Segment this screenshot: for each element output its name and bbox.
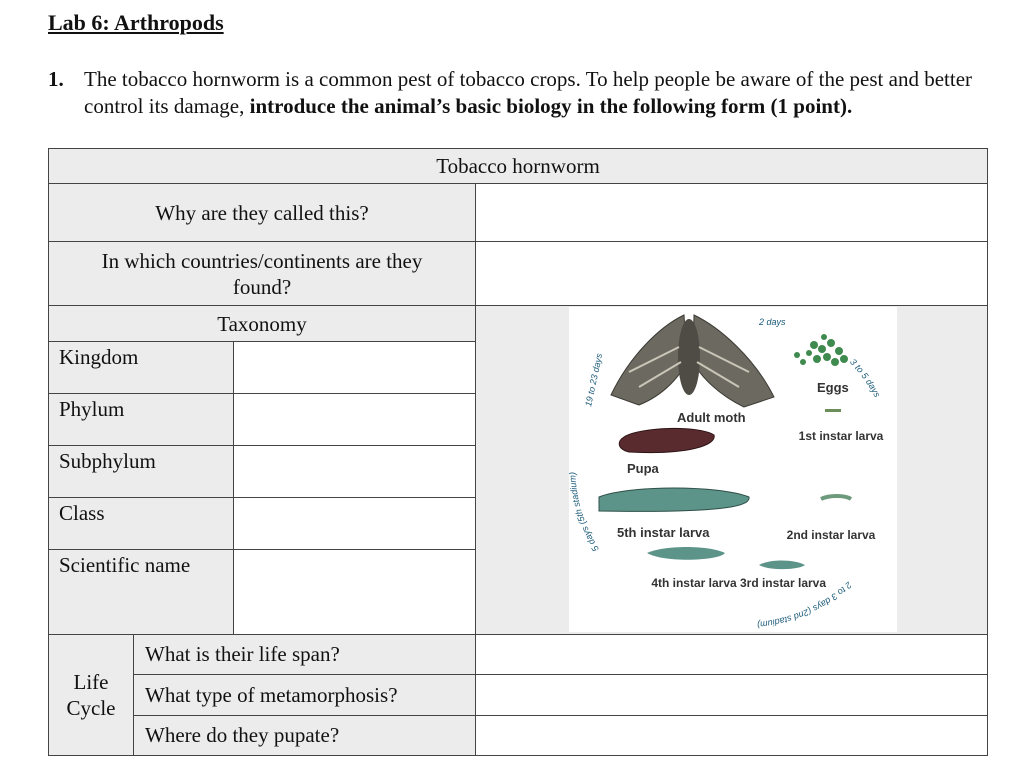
fifth-instar-illustration xyxy=(599,488,749,511)
question-text xyxy=(84,66,1008,120)
life-cycle-label: Life Cycle xyxy=(48,634,134,756)
third-instar-illustration xyxy=(759,561,805,570)
life-span-question: What is their life span? xyxy=(133,634,476,675)
taxonomy-row-label: Class xyxy=(48,497,234,550)
pupate-field[interactable] xyxy=(475,715,988,756)
stage-third-instar: 3rd instar larva xyxy=(739,576,827,590)
stage-second-instar: 2nd instar larva xyxy=(786,528,876,542)
second-instar-illustration xyxy=(821,496,851,499)
duration-left-arc: 5 days (5th stadiu xyxy=(569,482,601,554)
duration-pupa: 19 to 23 days xyxy=(583,352,605,408)
first-instar-illustration xyxy=(825,409,841,412)
class-field[interactable] xyxy=(233,497,476,550)
taxonomy-row-label: Subphylum xyxy=(48,445,234,498)
metamorphosis-question: What type of metamorphosis? xyxy=(133,674,476,716)
taxonomy-row-label: Scientific name xyxy=(48,549,234,635)
question-why-label: Why are they called this? xyxy=(48,183,476,242)
stage-eggs: Eggs xyxy=(817,380,849,395)
stage-adult-moth: Adult moth xyxy=(677,410,746,425)
pupate-question: Where do they pupate? xyxy=(133,715,476,756)
stage-first-instar: 1st instar larva xyxy=(798,429,884,443)
phylum-field[interactable] xyxy=(233,393,476,446)
duration-right-arc: 3 to 5 days xyxy=(848,356,883,399)
question-text-bold: introduce the animal’s basic biology in the following form (1 point). xyxy=(249,94,853,118)
stage-pupa: Pupa xyxy=(627,461,659,476)
lab-title: Lab 6: Arthropods xyxy=(48,10,224,35)
eggs-illustration xyxy=(794,334,848,366)
table-title: Tobacco hornworm xyxy=(48,148,988,184)
kingdom-field[interactable] xyxy=(233,341,476,394)
fourth-instar-illustration xyxy=(647,547,725,560)
question-number: 1. xyxy=(48,67,64,91)
hornworm-table xyxy=(48,148,988,756)
answer-why-field[interactable] xyxy=(475,183,988,242)
stage-fourth-instar: 4th instar larva xyxy=(651,576,737,590)
metamorphosis-field[interactable] xyxy=(475,674,988,716)
adult-moth-illustration xyxy=(611,315,774,407)
life-span-field[interactable] xyxy=(475,634,988,675)
pupa-illustration xyxy=(619,428,714,452)
duration-bottom-arc: 2 to 3 days (2nd stadium) xyxy=(756,579,854,630)
question-1 xyxy=(48,66,1008,120)
question-text-plain: The tobacco hornworm is a common pest of tobacco crops. To help people be aware of the pest and better control its damage, xyxy=(84,67,973,118)
stage-fifth-instar: 5th instar larva xyxy=(617,525,710,540)
subphylum-field[interactable] xyxy=(233,445,476,498)
taxonomy-row-label: Kingdom xyxy=(48,341,234,394)
duration-eggs: 2 days xyxy=(759,317,786,327)
life-cycle-svg xyxy=(569,307,897,632)
question-where-label: In which countries/continents are they found? xyxy=(48,241,476,306)
taxonomy-header: Taxonomy xyxy=(48,305,476,342)
scientific-name-field[interactable] xyxy=(233,549,476,635)
taxonomy-row-label: Phylum xyxy=(48,393,234,446)
life-cycle-figure xyxy=(569,307,897,632)
answer-where-field[interactable] xyxy=(475,241,988,306)
